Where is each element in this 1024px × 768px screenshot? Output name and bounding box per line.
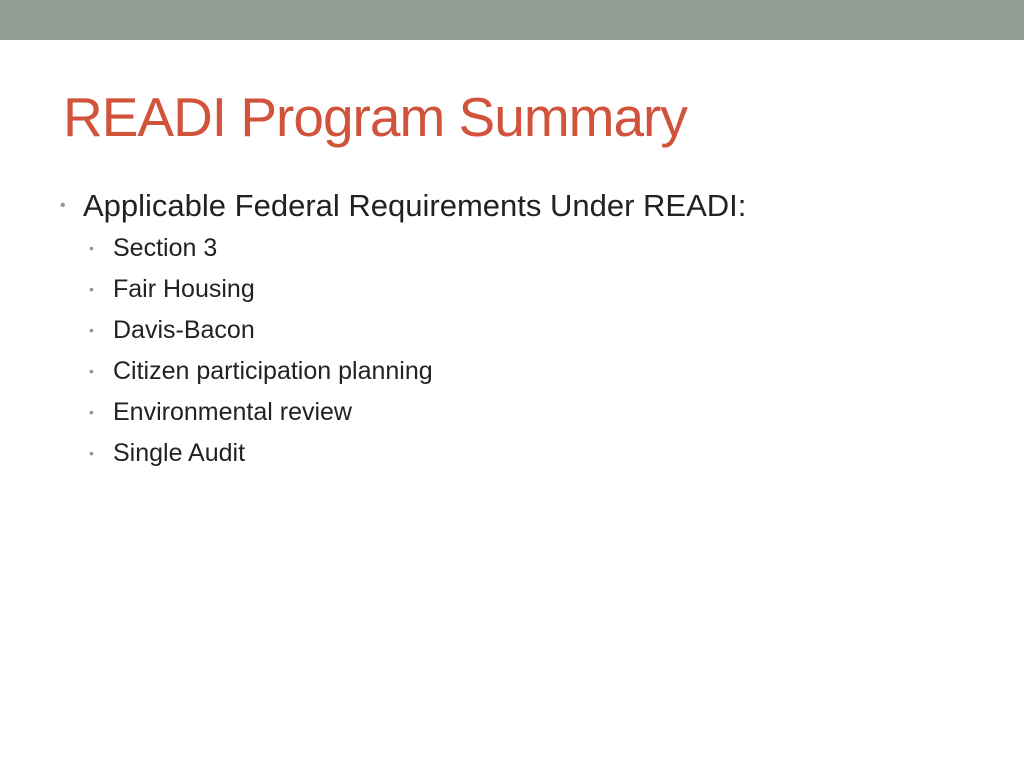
sub-bullet-item xyxy=(58,269,958,310)
bullet-dot-icon: • xyxy=(89,404,94,420)
sub-bullet-item xyxy=(58,351,958,392)
bullet-dot-icon: • xyxy=(89,281,94,297)
sub-bullet-item xyxy=(58,228,958,269)
bullet-dot-icon: • xyxy=(89,363,94,379)
slide-title: READI Program Summary xyxy=(63,86,687,148)
header-band xyxy=(0,0,1024,40)
sub-bullet-item xyxy=(58,392,958,433)
sub-bullet-item xyxy=(58,433,958,474)
bullet-item xyxy=(58,184,958,228)
bullet-dot-icon: • xyxy=(89,322,94,338)
sub-bullet-text: Environmental review xyxy=(113,398,352,426)
sub-bullet-text: Citizen participation planning xyxy=(113,357,433,385)
bullet-text: Applicable Federal Requirements Under READI: xyxy=(83,188,747,223)
sub-bullet-text: Section 3 xyxy=(113,234,218,262)
sub-bullet-text: Davis-Bacon xyxy=(113,316,255,344)
bullet-dot-icon: • xyxy=(89,445,94,461)
sub-bullet-text: Fair Housing xyxy=(113,275,255,303)
sub-bullet-list xyxy=(58,228,958,474)
bullet-dot-icon: • xyxy=(60,197,66,214)
sub-bullet-item xyxy=(58,310,958,351)
sub-bullet-text: Single Audit xyxy=(113,439,246,467)
bullet-dot-icon: • xyxy=(89,240,94,256)
slide-content xyxy=(58,184,958,474)
